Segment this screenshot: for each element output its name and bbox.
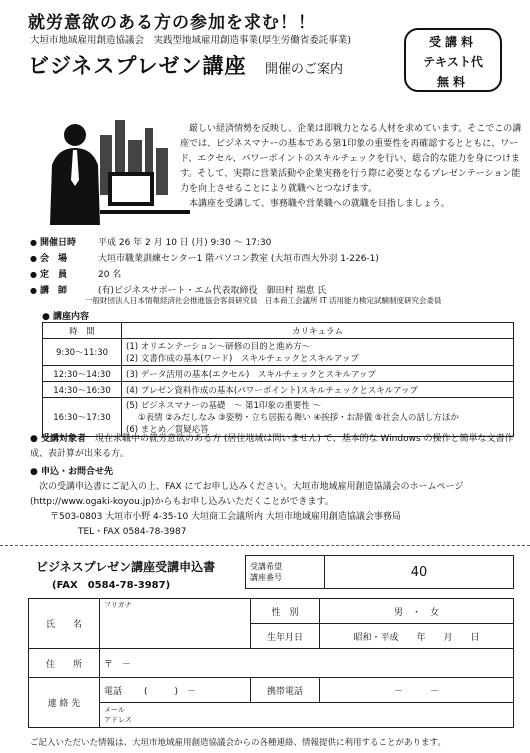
mobile-label: 携帯電話 [251,678,320,703]
intro-paragraph-2: 本講座を受講して、事務職や営業職への就職を目指しましょう。 [189,199,450,209]
apply-address: 〒503-0803 大垣市小野 4-35-10 大垣商工会議所内 大垣市地域雇用創造協議会事務局 [50,512,401,522]
contact-label: 連 絡 先 [29,678,100,728]
curriculum-label: ● 講座内容 [42,312,90,322]
curriculum-table [42,322,514,437]
free-stamp [404,28,502,92]
lecturer-credentials: 一般財団法人日本情報経済社会推進協会客員研究員 日本商工会議所 IT 活用能力検定試験制度研究会委員 [85,296,442,305]
title-suffix: 開催のご案内 [265,62,344,77]
date-label: 開催日時 [39,238,76,248]
row-content: (5) ビジネスマナーの基礎 ～ 第1印象の重要性 ～ ①表情 ②みだしなみ ③姿勢・立ち居振る舞い ④挨拶・お辞儀 ⑤社会人の話し方ほか (6) まとめ／質疑応答 [122,398,514,437]
table-row [43,339,514,366]
course-number-table [245,555,514,589]
capacity-value: 20 名 [97,270,122,280]
row-content: (1) オリエンテーション～研修の目的と進め方～ (2) 文書作成の基本(ワード) スキルチェックとスキルアップ [122,339,514,366]
row-time: 14:30～16:30 [43,382,122,398]
bullet-icon: ● [30,270,37,279]
application-form [28,598,514,728]
row-time: 9:30～11:30 [43,339,122,366]
bullet-icon: ● [42,312,53,322]
venue-label: 会 場 [39,254,67,264]
phone-field[interactable] [100,678,251,703]
mobile-field[interactable]: － － [320,678,514,703]
table-row [43,398,514,437]
header-time: 時 間 [43,323,122,339]
bullet-icon: ● [30,254,37,263]
venue-row [30,251,379,267]
apply-label: ● 申込・お問合せ先 [30,467,114,477]
row-content: (3) データ活用の基本(エクセル) スキルチェックとスキルアップ [122,366,514,382]
eligibility-label: ● 受講対象者 [30,434,87,444]
eligibility-text: 現在求職中の就労意欲のある方 (居住地域は問いません) で、基本的な Windows の操作と簡単な文書作成、表計算が出来る方。 [30,434,514,459]
bullet-icon: ● [30,238,37,247]
bullet-icon: ● [30,286,37,295]
eligibility [30,432,520,462]
intro-paragraph-1: 厳しい経済情勢を反映し、企業は即戦力となる人材を求めています。そこでこの講座では、ビジネスマナーの基本である第1印象の重要性を再確認するとともに、ワード、エクセル、パワーポイントのスキルチェックを行い、総合的な能力を身につけます。そして、実際に営業活動や企業実務を行う際に必要となるプレゼンテーション能力を向上させることにより就職へとつなげます。 [180,124,522,194]
birth-field[interactable]: 昭和・平成 年 月 日 [320,624,514,649]
date-row [30,235,379,251]
org-line: 大垣市地域雇用創造協議会 実践型地域雇用創造事業(厚生労働省委託事業) [30,35,351,46]
name-label: 氏 名 [29,599,100,649]
businessman-illustration [30,110,190,225]
apply-text: 次の受講申込書にご記入の上、FAX にてお申し込みください。大垣市地域雇用創造協議会のホームページ(http://www.ogaki-koyou.jp)からもお申し込みいただくことができます。 [30,482,464,507]
lecturer-label: 講 師 [39,286,67,296]
phone-value: ( ) － [144,686,197,697]
header-content: カリキュラム [122,323,514,339]
page-title: ビジネスプレゼン講座 [28,54,247,78]
gender-label: 性 別 [251,599,320,624]
row-time: 12:30～14:30 [43,366,122,382]
stamp-line-2: テキスト代 [423,55,483,69]
address-label: 住 所 [29,649,100,678]
name-field[interactable] [100,599,251,649]
lecturer-value: (有)ビジネスサポート・エム代表取締役 御田村 瑞恵 氏 [97,286,327,296]
form-fax: (FAX 0584-78-3987) [52,580,171,591]
gender-field[interactable]: 男 ・ 女 [320,599,514,624]
footer-note: ご記入いただいた情報は、大垣市地域雇用創造協議会からの各種連絡、情報提供に利用することがあります。 [30,738,446,748]
cut-line [0,545,530,546]
stamp-line-3: 無料 [436,75,469,89]
capacity-label: 定 員 [39,270,67,280]
venue-value: 大垣市職業訓練センター1 階パソコン教室 (大垣市西大外羽 1-226-1) [97,254,379,264]
row-time: 16:30～17:30 [43,398,122,437]
table-header-row [43,323,514,339]
course-number-value[interactable]: 40 [325,556,514,589]
apply-tel: TEL・FAX 0584-78-3987 [78,527,187,537]
course-number-label: 受講希望 講座番号 [246,556,325,589]
row-content: (4) プレゼン資料作成の基本(パワーポイント)スキルチェックとスキルアップ [122,382,514,398]
date-value: 平成 26 年 2 月 10 日 (月) 9:30 ～ 17:30 [97,238,272,248]
phone-label: 電話 [104,686,123,697]
headline: 就労意欲のある方の参加を求む！！ [28,13,316,33]
address-field[interactable]: 〒 － [100,649,514,678]
birth-label: 生年月日 [251,624,320,649]
furigana-label: フリガナ [104,601,132,609]
capacity-row [30,267,379,283]
email-field[interactable]: メール アドレス [100,703,514,728]
event-info [30,235,379,299]
form-title: ビジネスプレゼン講座受講申込書 [36,560,216,574]
table-row [43,366,514,382]
stamp-line-1: 受講料 [428,35,477,49]
intro-text [180,122,525,212]
application-info [30,465,520,540]
table-row [43,382,514,398]
